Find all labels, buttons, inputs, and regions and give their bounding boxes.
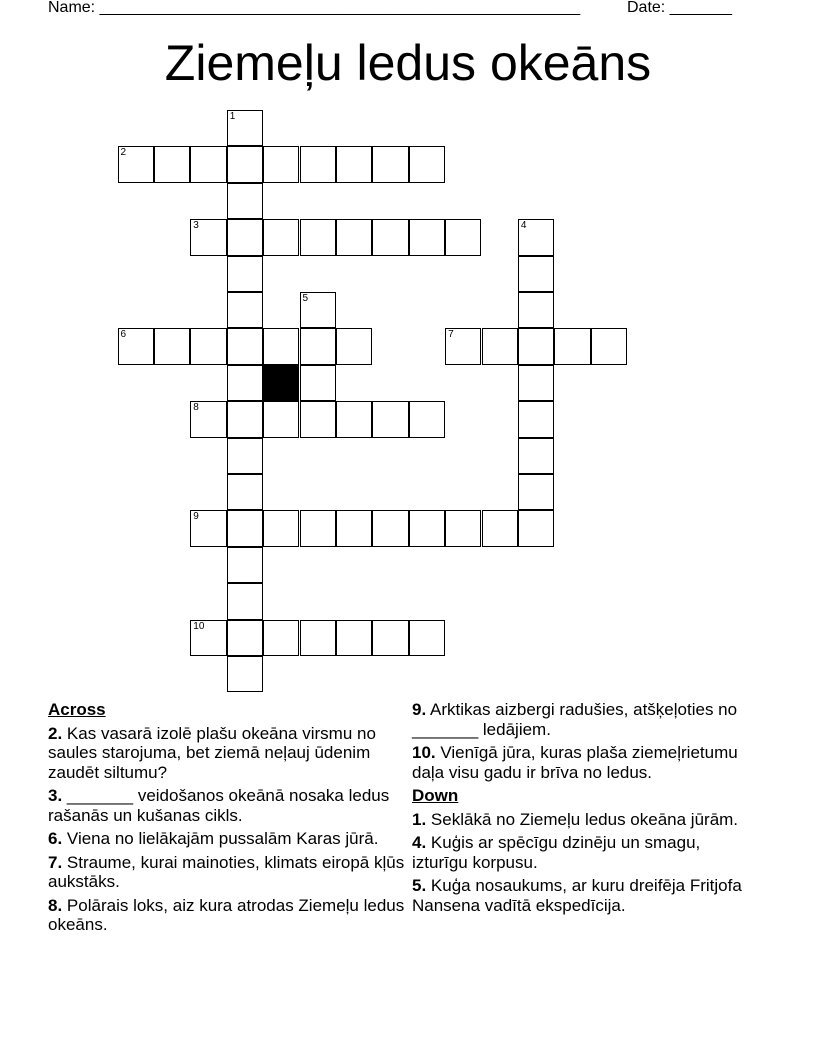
grid-cell[interactable] <box>263 219 299 255</box>
grid-cell[interactable] <box>372 510 408 546</box>
grid-cell[interactable] <box>154 328 190 364</box>
grid-cell[interactable] <box>409 620 445 656</box>
grid-cell[interactable] <box>227 219 263 255</box>
grid-cell[interactable] <box>336 146 372 182</box>
clue-text: Viena no lielākajām pussalām Karas jūrā. <box>66 829 379 848</box>
clue-number: 3. <box>48 786 63 805</box>
grid-cell[interactable] <box>227 256 263 292</box>
grid-cell[interactable] <box>263 401 299 437</box>
grid-cell[interactable] <box>482 328 518 364</box>
grid-cell[interactable] <box>190 620 226 656</box>
clues-column-right <box>412 700 757 919</box>
grid-cell[interactable] <box>227 292 263 328</box>
grid-cell[interactable] <box>227 401 263 437</box>
grid-cell[interactable] <box>336 328 372 364</box>
cell-number: 3 <box>193 220 199 232</box>
cell-number: 5 <box>302 293 309 304</box>
grid-cell[interactable] <box>227 583 263 619</box>
grid-cell[interactable] <box>518 328 554 364</box>
clue-text: Vienīgā jūra, kuras plaša ziemeļrietumu daļa visu gadu ir brīva no ledus. <box>412 743 738 782</box>
grid-cell[interactable] <box>227 620 263 656</box>
grid-cell[interactable] <box>372 146 408 182</box>
date-field: Date: _______ <box>627 0 732 16</box>
grid-cell[interactable] <box>227 365 263 401</box>
grid-cell[interactable] <box>336 401 372 437</box>
clue-item <box>48 829 408 849</box>
grid-cell[interactable] <box>409 219 445 255</box>
grid-cell[interactable] <box>263 146 299 182</box>
grid-cell[interactable] <box>227 183 263 219</box>
grid-cell[interactable] <box>372 620 408 656</box>
clue-number: 6. <box>48 829 63 848</box>
clue-number: 10. <box>412 743 436 762</box>
clue-number: 9. <box>412 700 427 719</box>
grid-cell[interactable] <box>227 510 263 546</box>
clues-column-left <box>48 700 408 939</box>
grid-cell[interactable] <box>300 365 336 401</box>
clue-number: 4. <box>412 833 427 852</box>
clue-text: Seklākā no Ziemeļu ledus okeāna jūrām. <box>430 809 739 829</box>
grid-cell[interactable] <box>372 401 408 437</box>
grid-cell[interactable] <box>190 219 226 255</box>
grid-cell[interactable] <box>518 474 554 510</box>
grid-cell[interactable] <box>518 219 554 255</box>
clue-number: 1. <box>412 809 427 829</box>
cell-number: 6 <box>120 329 127 341</box>
clue-number: 8. <box>48 895 63 915</box>
clue-item <box>48 853 408 892</box>
grid-cell[interactable] <box>227 438 263 474</box>
grid-cell[interactable] <box>372 219 408 255</box>
cell-number: 1 <box>229 111 236 122</box>
name-field: Name: ______________________________________________________ <box>48 0 581 16</box>
grid-cell[interactable] <box>227 146 263 182</box>
clue-item <box>412 810 757 830</box>
grid-cell[interactable] <box>445 510 481 546</box>
grid-cell[interactable] <box>300 620 336 656</box>
grid-cell[interactable] <box>336 510 372 546</box>
grid-cell[interactable] <box>336 620 372 656</box>
grid-cell[interactable] <box>518 401 554 437</box>
grid-cell[interactable] <box>518 510 554 546</box>
grid-cell[interactable] <box>263 510 299 546</box>
grid-cell[interactable] <box>336 219 372 255</box>
grid-cell[interactable] <box>154 146 190 182</box>
grid-cell[interactable] <box>518 438 554 474</box>
cell-number: 8 <box>193 402 199 414</box>
grid-cell[interactable] <box>518 292 554 328</box>
down-heading: Down <box>412 786 459 805</box>
grid-cell[interactable] <box>227 110 263 146</box>
grid-cell[interactable] <box>409 401 445 437</box>
clue-item <box>412 743 757 782</box>
page-title: Ziemeļu ledus okeāns <box>164 35 652 91</box>
grid-cell[interactable] <box>591 328 627 364</box>
grid-cell[interactable] <box>445 219 481 255</box>
grid-cell[interactable] <box>300 510 336 546</box>
clue-text: Arktikas aizbergi radušies, atšķeļoties no _______ ledājiem. <box>412 700 738 739</box>
grid-cell[interactable] <box>263 620 299 656</box>
clue-item <box>412 833 757 872</box>
grid-cell[interactable] <box>300 328 336 364</box>
clue-text: Polārais loks, aiz kura atrodas Ziemeļu ledus okeāns. <box>48 895 405 934</box>
grid-cell[interactable] <box>118 146 154 182</box>
clue-text: Kuģa nosaukums, ar kuru dreifēja Fritjofa Nansena vadītā ekspedīcija. <box>412 876 742 915</box>
clue-item <box>412 700 757 739</box>
clue-item <box>412 876 757 915</box>
grid-cell[interactable] <box>445 328 481 364</box>
clue-number: 5. <box>412 876 427 895</box>
clue-text: Kuģis ar spēcīgu dzinēju un smagu, izturīgu korpusu. <box>412 833 701 872</box>
cell-number: 2 <box>120 147 127 159</box>
grid-cell[interactable] <box>263 328 299 364</box>
clue-item <box>48 786 408 825</box>
clue-text: Straume, kurai mainoties, klimats eiropā kļūs aukstāks. <box>48 852 405 891</box>
grid-cell[interactable] <box>190 401 226 437</box>
grid-cell[interactable] <box>409 510 445 546</box>
grid-cell[interactable] <box>554 328 590 364</box>
cell-number: 10 <box>193 620 205 632</box>
grid-cell[interactable] <box>227 474 263 510</box>
grid-cell[interactable] <box>227 547 263 583</box>
cell-number: 9 <box>193 511 199 523</box>
clue-item <box>48 896 408 935</box>
grid-cell[interactable] <box>227 328 263 364</box>
grid-cell[interactable] <box>118 328 154 364</box>
grid-cell[interactable] <box>409 146 445 182</box>
cell-number: 4 <box>520 220 527 232</box>
grid-cell[interactable] <box>190 328 226 364</box>
grid-cell[interactable] <box>190 146 226 182</box>
grid-cell[interactable] <box>300 219 336 255</box>
grid-cell[interactable] <box>227 656 263 692</box>
clue-number: 2. <box>48 723 63 743</box>
grid-cell[interactable] <box>190 510 226 546</box>
cell-number: 7 <box>448 329 454 341</box>
grid-cell[interactable] <box>482 510 518 546</box>
grid-cell[interactable] <box>300 146 336 182</box>
black-square <box>263 365 299 401</box>
clue-item <box>48 724 408 783</box>
across-heading: Across <box>48 700 106 719</box>
clue-text: Kas vasarā izolē plašu okeāna virsmu no saules starojuma, bet ziemā neļauj ūdenim zaudēt siltumu? <box>48 723 376 782</box>
clue-text: _______ veidošanos okeānā nosaka ledus rašanās un kušanas cikls. <box>48 786 390 825</box>
grid-cell[interactable] <box>518 365 554 401</box>
grid-cell[interactable] <box>300 401 336 437</box>
grid-cell[interactable] <box>300 292 336 328</box>
grid-cell[interactable] <box>518 256 554 292</box>
clue-number: 7. <box>48 852 63 872</box>
